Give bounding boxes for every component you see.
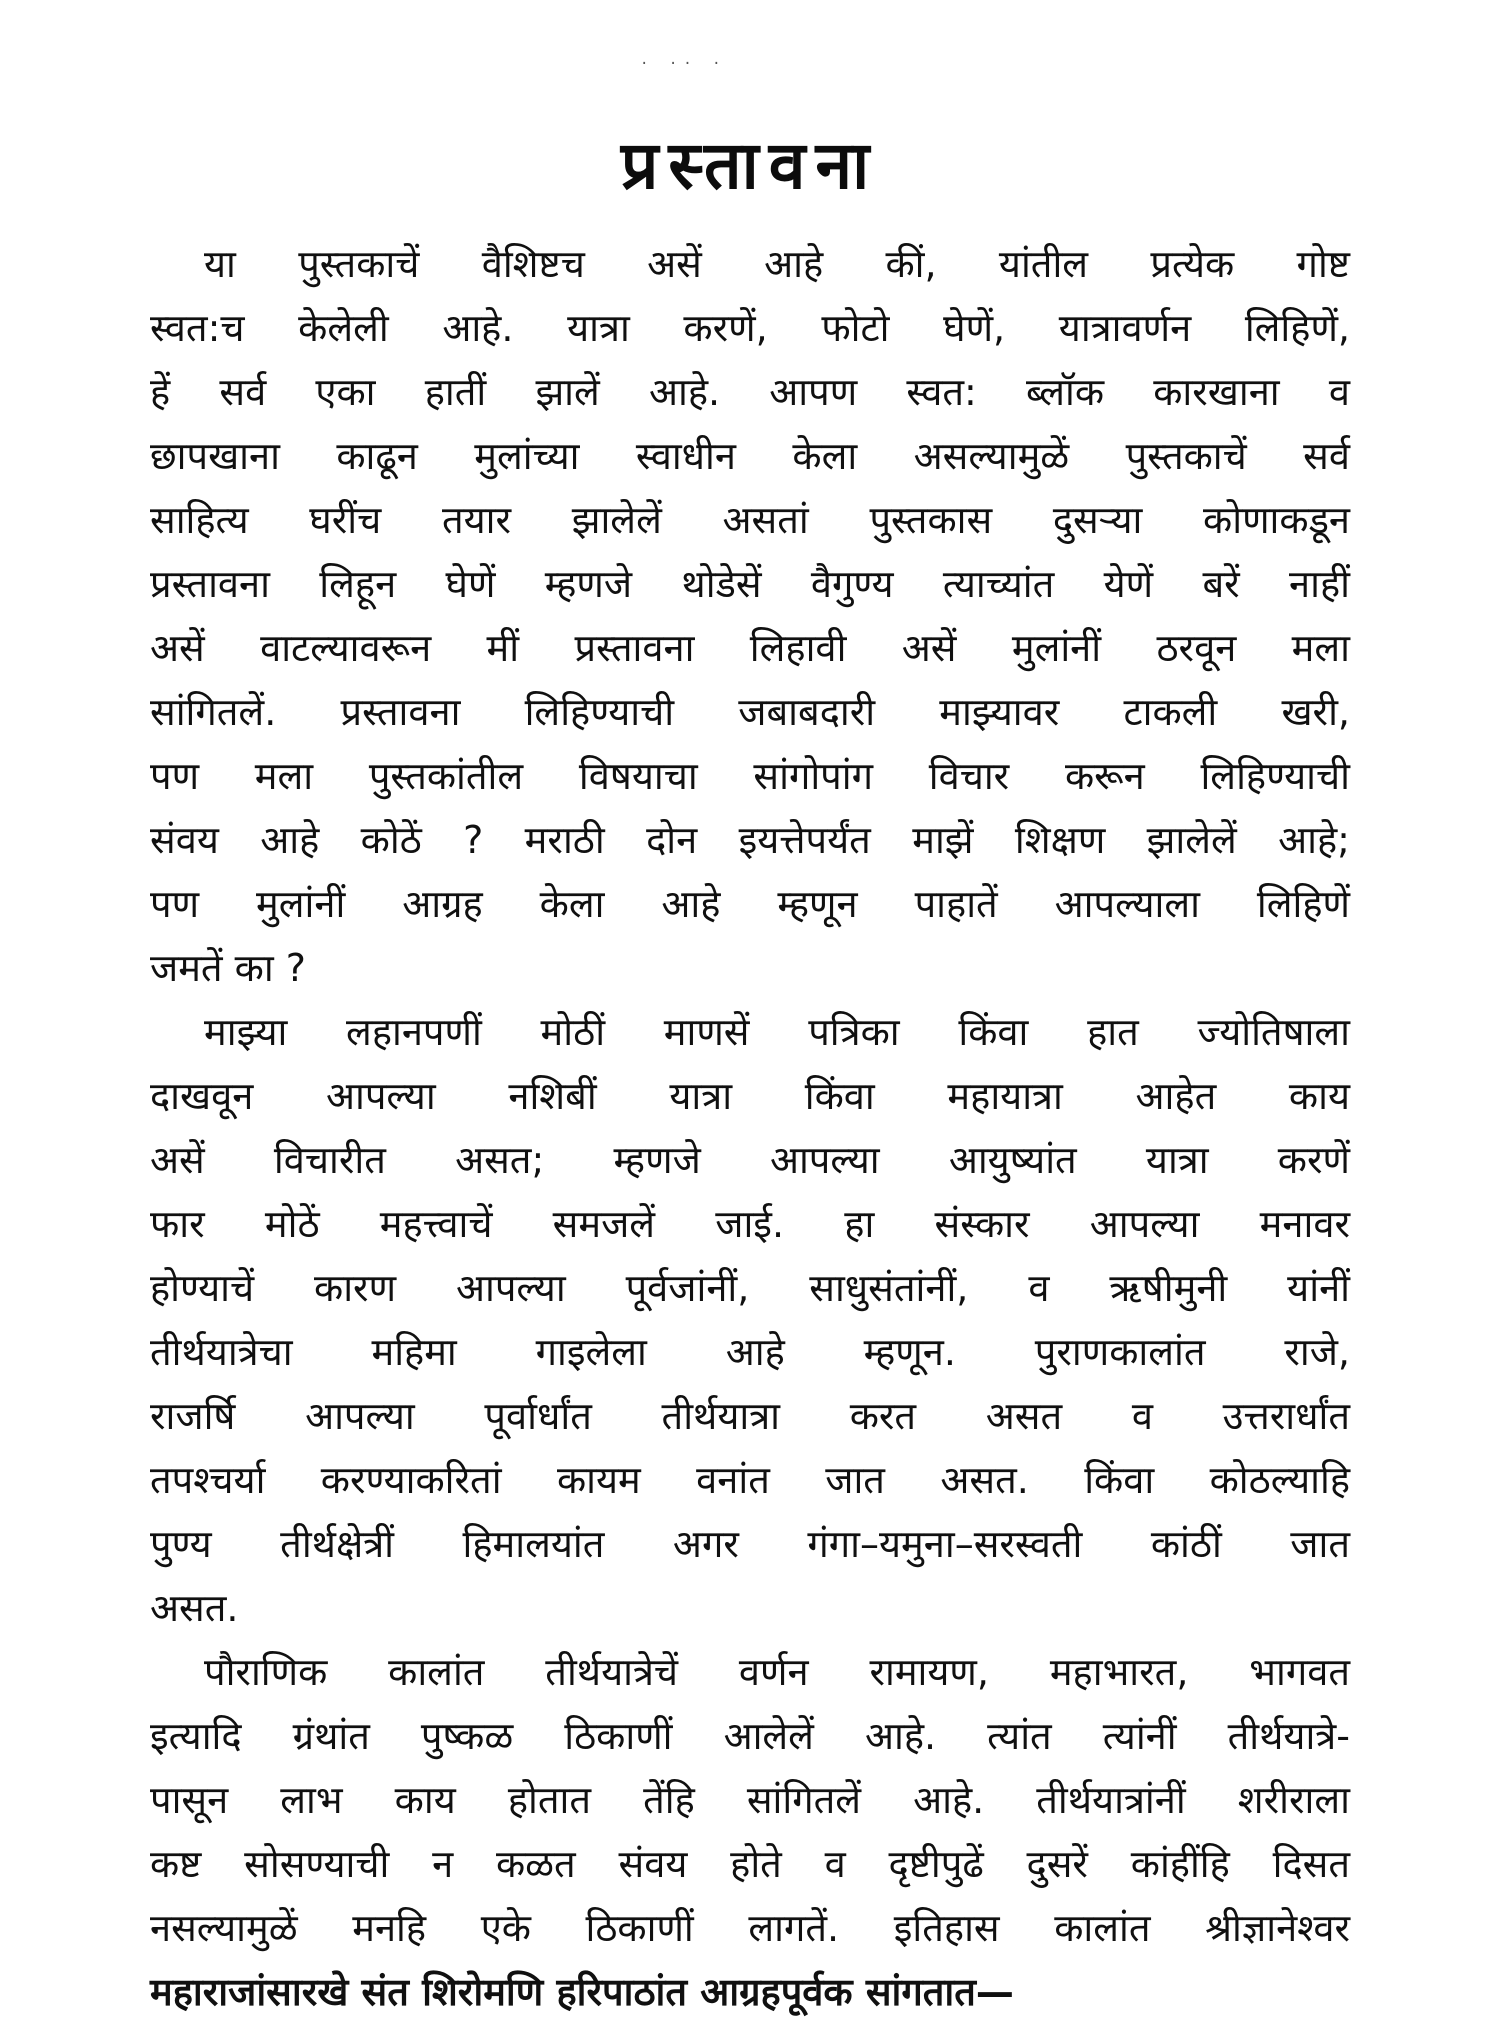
text-line: तीर्थयात्रेचा महिमा गाइलेला आहे म्हणून. पुराणकालांत राजे,	[150, 1330, 1350, 1374]
text-line: माझ्या लहानपणीं मोठीं माणसें पत्रिका किंवा हात ज्योतिषाला	[204, 1010, 1350, 1054]
text-line: असत.	[150, 1586, 239, 1630]
text-line: सांगितलें. प्रस्तावना लिहिण्याची जबाबदारी माझ्यावर टाकली खरी,	[150, 690, 1350, 734]
text-line: कष्ट सोसण्याची न कळत संवय होते व दृष्टीपुढें दुसरें कांहींहि दिसत	[150, 1842, 1350, 1886]
text-line: प्रस्तावना लिहून घेणें म्हणजे थोडेसें वैगुण्य त्याच्यांत येणें बरें नाहीं	[150, 562, 1350, 606]
text-line: नसल्यामुळें मनहि एके ठिकाणीं लागतें. इतिहास कालांत श्रीज्ञानेश्वर	[150, 1906, 1350, 1950]
text-line: असें वाटल्यावरून मीं प्रस्तावना लिहावी असें मुलांनीं ठरवून मला	[150, 626, 1350, 670]
text-line: जमतें का ?	[150, 946, 306, 990]
text-line: पासून लाभ काय होतात तेंहि सांगितलें आहे. तीर्थयात्रांनीं शरीराला	[150, 1778, 1350, 1822]
page-title: प्रस्तावना	[620, 127, 880, 204]
body-text	[150, 232, 1350, 2024]
paragraph-3	[150, 1640, 1350, 2024]
text-line: पुण्य तीर्थक्षेत्रीं हिमालयांत अगर गंगा–यमुना–सरस्वती कांठीं जात	[150, 1522, 1350, 1566]
text-line: स्वत:च केलेली आहे. यात्रा करणें, फोटो घेणें, यात्रावर्णन लिहिणें,	[150, 306, 1350, 350]
text-line: पौराणिक कालांत तीर्थयात्रेचें वर्णन रामायण, महाभारत, भागवत	[204, 1650, 1350, 1694]
text-line: इत्यादि ग्रंथांत पुष्कळ ठिकाणीं आलेलें आहे. त्यांत त्यांनीं तीर्थयात्रे-	[150, 1714, 1350, 1758]
text-line: हें सर्व एका हातीं झालें आहे. आपण स्वत: ब्लॉक कारखाना व	[150, 370, 1350, 414]
print-specks: . .. .	[640, 52, 727, 68]
text-line: दाखवून आपल्या नशिबीं यात्रा किंवा महायात्रा आहेत काय	[150, 1074, 1350, 1118]
text-line: होण्याचें कारण आपल्या पूर्वजांनीं, साधुसंतांनीं, व ऋषीमुनी यांनीं	[150, 1266, 1350, 1310]
text-line: पण मला पुस्तकांतील विषयाचा सांगोपांग विचार करून लिहिण्याची	[150, 754, 1350, 798]
text-line: या पुस्तकाचें वैशिष्टच असें आहे कीं, यांतील प्रत्येक गोष्ट	[204, 242, 1350, 286]
text-line: फार मोठें महत्त्वाचें समजलें जाई. हा संस्कार आपल्या मनावर	[150, 1202, 1350, 1246]
text-line: संवय आहे कोठें ? मराठी दोन इयत्तेपर्यंत माझें शिक्षण झालेलें आहे;	[150, 818, 1350, 862]
text-line: पण मुलांनीं आग्रह केला आहे म्हणून पाहातें आपल्याला लिहिणें	[150, 882, 1350, 926]
text-line: राजर्षि आपल्या पूर्वार्धांत तीर्थयात्रा करत असत व उत्तरार्धांत	[150, 1394, 1350, 1438]
text-line: साहित्य घरींच तयार झालेलें असतां पुस्तकास दुसऱ्या कोणाकडून	[150, 498, 1350, 542]
text-line: असें विचारीत असत; म्हणजे आपल्या आयुष्यांत यात्रा करणें	[150, 1138, 1350, 1182]
text-line: महाराजांसारखे संत शिरोमणि हरिपाठांत आग्रहपूर्वक सांगतात—	[150, 1970, 1014, 2014]
text-line: तपश्चर्या करण्याकरितां कायम वनांत जात असत. किंवा कोठल्याहि	[150, 1458, 1350, 1502]
paragraph-1	[150, 232, 1350, 1000]
paragraph-2	[150, 1000, 1350, 1640]
text-line: छापखाना काढून मुलांच्या स्वाधीन केला असल्यामुळें पुस्तकाचें सर्व	[150, 434, 1350, 478]
